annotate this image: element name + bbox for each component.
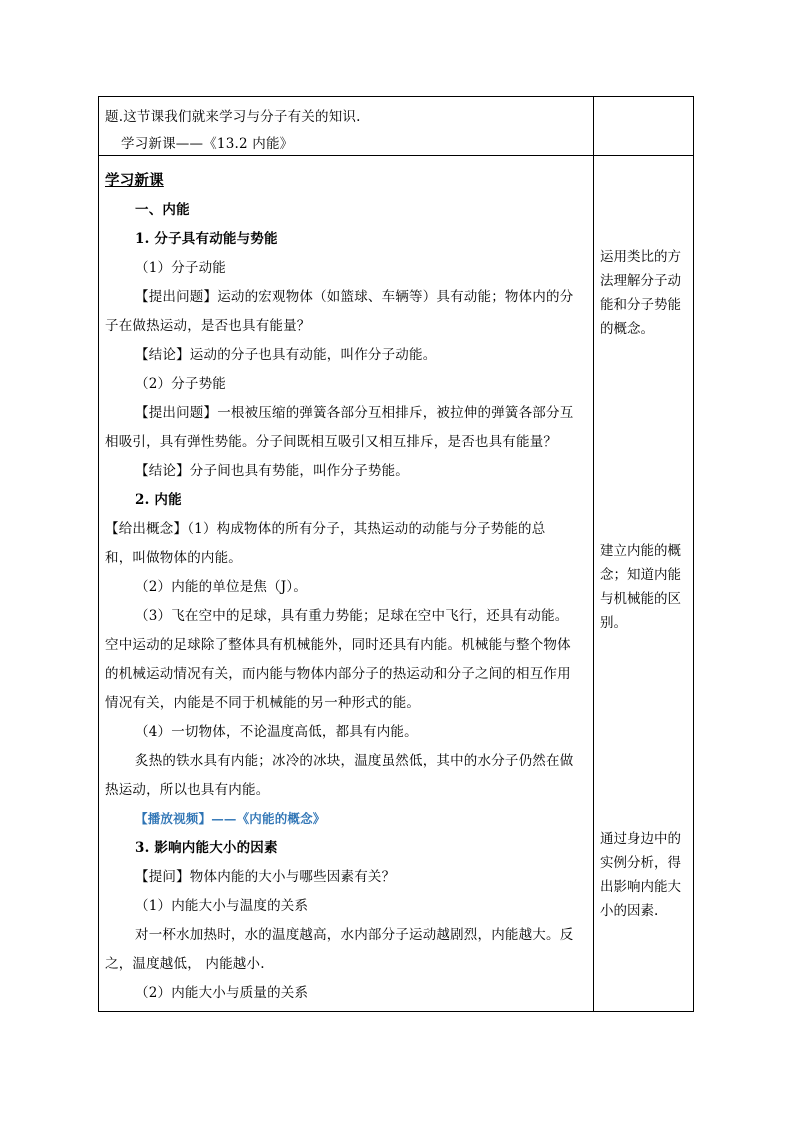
text-line: 和，叫做物体的内能。 xyxy=(105,550,242,566)
text-line: （3）飞在空中的足球，具有重力势能；足球在空中飞行，还具有动能。 xyxy=(135,608,569,624)
text-line: （2）内能大小与质量的关系 xyxy=(135,985,309,1001)
text-line: （1）分子动能 xyxy=(135,260,226,276)
text-line: 【提问】物体内能的大小与哪些因素有关？ xyxy=(135,869,396,885)
text-line: 子在做热运动，是否也具有能量？ xyxy=(105,318,311,334)
text-line: 空中运动的足球除了整体具有机械能外，同时还具有内能。机械能与整个物体 xyxy=(105,637,571,653)
text-line: 热运动，所以也具有内能。 xyxy=(105,782,270,798)
text-line: （2）分子势能 xyxy=(135,376,226,392)
side-note-concept: 建立内能的概 念；知道内能 与机械能的区 别。 xyxy=(600,543,681,631)
text-line: 炙热的铁水具有内能；冰冷的冰块，温度虽然低，其中的水分子仍然在做 xyxy=(135,753,574,769)
text-line: 【结论】运动的分子也具有动能，叫作分子动能。 xyxy=(135,347,437,363)
text-line: 【结论】分子间也具有势能，叫作分子势能。 xyxy=(135,463,409,479)
text-line: 相吸引，具有弹性势能。分子间既相互吸引又相互排斥，是否也具有能量？ xyxy=(105,434,558,450)
text-line: 之，温度越低， 内能越小. xyxy=(105,956,265,972)
intro-text-line: 题.这节课我们就来学习与分子有关的知识. xyxy=(105,109,361,125)
text-line: 【提出问题】一根被压缩的弹簧各部分互相排斥，被拉伸的弹簧各部分互 xyxy=(135,405,574,421)
row-divider xyxy=(99,155,693,156)
subheading-neineng: 一、内能 xyxy=(135,202,190,218)
column-divider xyxy=(593,97,594,1011)
lesson-table xyxy=(98,96,694,1012)
section-heading: 学习新课 xyxy=(105,172,164,189)
text-line: 对一杯水加热时，水的温度越高，水内部分子运动越剧烈，内能越大。反 xyxy=(135,927,574,943)
text-line: 【提出问题】运动的宏观物体（如篮球、车辆等）具有动能；物体内的分 xyxy=(135,289,574,305)
subheading-molecular-energy: 1. 分子具有动能与势能 xyxy=(135,231,278,247)
text-line: 情况有关，内能是不同于机械能的另一种形式的能。 xyxy=(105,695,421,711)
text-line: 的机械运动情况有关，而内能与物体内部分子的热运动和分子之间的相互作用 xyxy=(105,666,571,682)
text-line: （1）内能大小与温度的关系 xyxy=(135,898,309,914)
text-line: 【给出概念】（1）构成物体的所有分子，其热运动的动能与分子势能的总 xyxy=(105,521,546,537)
side-note-examples: 通过身边中的 实例分析，得 出影响内能大 小的因素. xyxy=(600,831,681,919)
text-line: （4）一切物体，不论温度高低，都具有内能。 xyxy=(135,724,418,740)
lesson-title-line: 学习新课——《13.2 内能》 xyxy=(121,136,294,152)
video-label: 【播放视频】——《内能的概念》 xyxy=(135,811,326,826)
text-line: （2）内能的单位是焦（J）。 xyxy=(135,579,308,595)
side-note-analogy: 运用类比的方 法理解分子动 能和分子势能 的概念。 xyxy=(600,249,681,337)
subheading-factors: 3. 影响内能大小的因素 xyxy=(135,840,278,856)
subheading-internal-energy: 2. 内能 xyxy=(135,492,182,508)
